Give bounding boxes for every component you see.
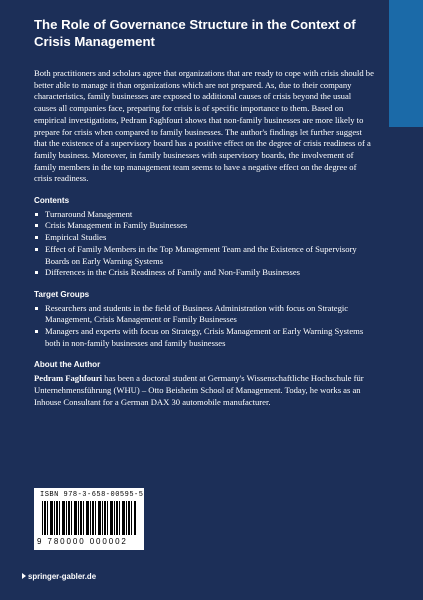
contents-item: Differences in the Crisis Readiness of Family and Non-Family Businesses — [34, 267, 374, 279]
contents-heading: Contents — [34, 196, 70, 206]
target-group-item: Managers and experts with focus on Strategy, Crisis Management or Early Warning Systems both in non-family businesses and family businesses — [34, 326, 374, 349]
arrow-icon — [22, 573, 26, 579]
contents-item: Effect of Family Members in the Top Management Team and the Existence of Supervisory Boards on Early Warning Systems — [34, 244, 374, 267]
target-groups-heading: Target Groups — [34, 289, 90, 299]
contents-item: Turnaround Management — [34, 209, 374, 221]
about-author-heading: About the Author — [34, 360, 101, 370]
isbn-number: ISBN 978-3-658-00595-5 — [40, 491, 144, 499]
author-bio-paragraph — [34, 373, 374, 408]
barcode-bars — [42, 501, 136, 535]
author-name: Pedram Faghfouri — [34, 373, 103, 384]
contents-item: Crisis Management in Family Businesses — [34, 220, 374, 232]
target-group-item: Researchers and students in the field of Business Administration with focus on Strategic Management, Crisis Management or Family Businesses — [34, 303, 374, 326]
book-title: The Role of Governance Structure in the Context of Crisis Management — [34, 17, 356, 49]
author-bio: has been a doctoral student at Germany's Wissenschaftliche Hochschule für Unternehmensführung (WHU) – Otto Beisheim School of Management. Today, he works as an Inhouse Consultant for a German DAX 30 automobile manufacturer. — [34, 373, 364, 407]
abstract: Both practitioners and scholars agree that organizations that are ready to cope with crisis should be better able to manage it than organizations which are not prepared. As, due to their company characteristics, family businesses are exposed to additional causes of crisis beyond the usual causes all companies face, preparing for crisis is of specific importance to them. Based on empirical investigations, Pedram Faghfouri shows that non-family businesses are more likely to prepare for crisis when compared to family businesses. The author's findings let further suggest that the existence of a supervisory board has a positive effect on the degree of crisis readiness of a family business. Moreover, in family businesses with supervisory boards, the involvement of family members in the top management team seems to have a negative effect on the degree of crisis readiness. — [34, 68, 374, 184]
ean-number: 9 780000 000002 — [37, 537, 128, 546]
contents-list — [34, 209, 374, 279]
target-groups-list — [34, 303, 374, 350]
publisher-url[interactable]: springer-gabler.de — [28, 572, 97, 581]
isbn-barcode — [34, 488, 144, 550]
back-cover-content — [34, 68, 374, 408]
contents-item: Empirical Studies — [34, 232, 374, 244]
accent-bar — [389, 0, 423, 127]
